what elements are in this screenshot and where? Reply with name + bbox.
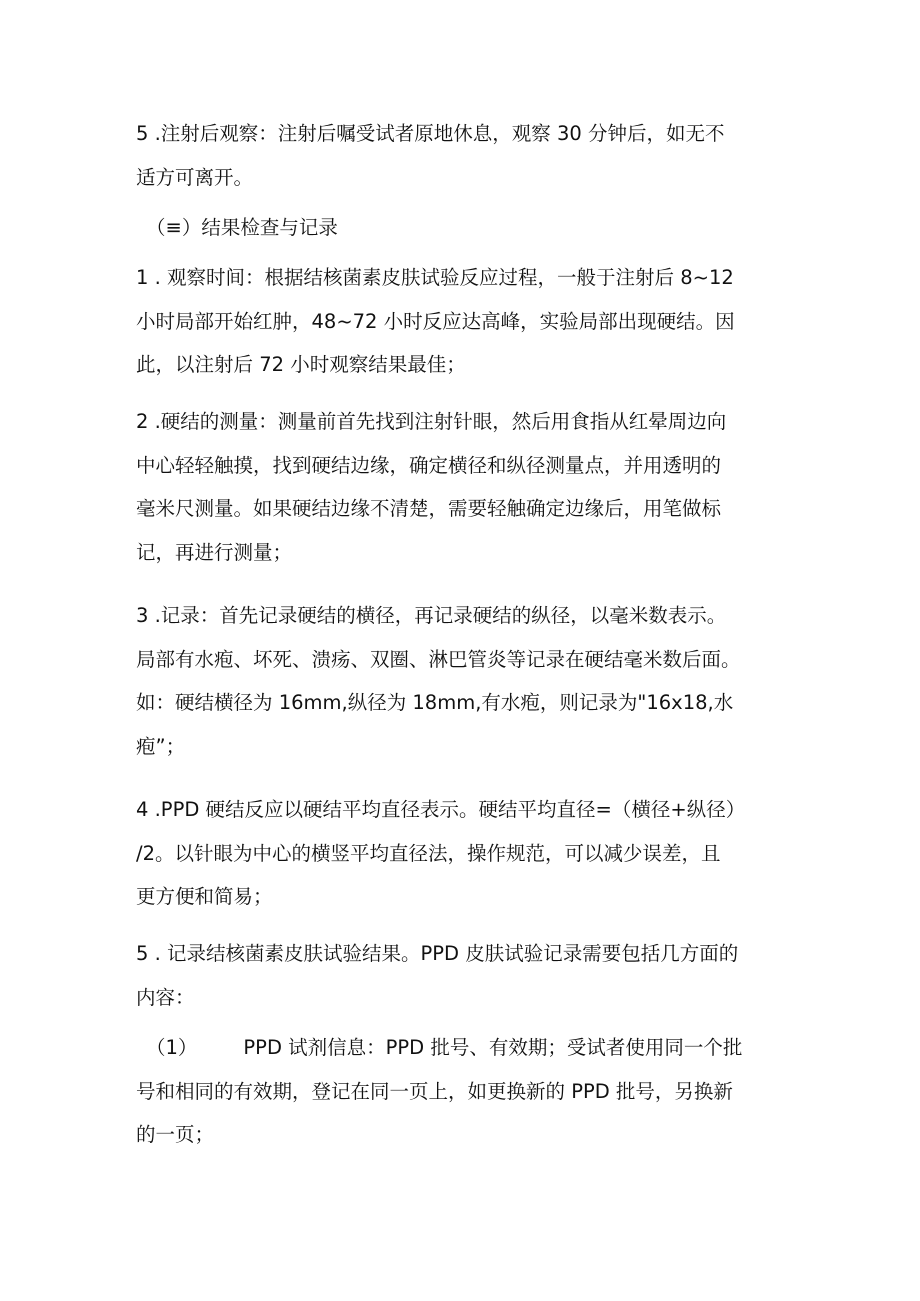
paragraph-recording [136, 594, 804, 768]
section-heading-result-check [146, 206, 814, 250]
text-line: 2 .硬结的测量：测量前首先找到注射针眼，然后用食指从红晕周边向 [136, 410, 727, 433]
paragraph-observation-time [136, 256, 804, 387]
text-line: 毫米尺测量。如果硬结边缘不清楚，需要轻触确定边缘后，用笔做标 [136, 497, 722, 521]
text-line: 疱”； [136, 734, 186, 758]
text-line: 此，以注射后 72 小时观察结果最佳； [136, 353, 466, 377]
list-item-text: PPD 试剂信息：PPD 批号、有效期；受试者使用同一个批 [243, 1036, 743, 1059]
text-line: 小时局部开始红肿，48~72 小时反应达高峰，实验局部出现硬结。因 [136, 309, 735, 333]
text-line: 号和相同的有效期，登记在同一页上，如更换新的 PPD 批号，另换新 [136, 1079, 733, 1103]
text-line: 中心轻轻触摸，找到硬结边缘，确定横径和纵径测量点，并用透明的 [136, 453, 722, 477]
text-line: 如：硬结横径为 16mm,纵径为 18mm,有水疱，则记录为"16x18,水 [136, 691, 734, 715]
text-line: 记，再进行测量； [136, 540, 293, 564]
text-line: 局部有水疱、坏死、溃疡、双圈、淋巴管炎等记录在硬结毫米数后面。 [136, 647, 741, 671]
paragraph-ppd-mean-diameter [136, 788, 804, 919]
paragraph-record-results [136, 932, 804, 1019]
text-line: 5 .注射后观察：注射后嘱受试者原地休息，观察 30 分钟后，如无不 [136, 122, 725, 145]
paragraph-post-injection-observation [136, 112, 804, 199]
text-line: 5 . 记录结核菌素皮肤试验结果。PPD 皮肤试验记录需要包括几方面的 [136, 942, 739, 965]
text-line: 1 . 观察时间：根据结核菌素皮肤试验反应过程，一般于注射后 8~12 [136, 266, 734, 289]
text-line: 3 .记录：首先记录硬结的横径，再记录硬结的纵径，以毫米数表示。 [136, 604, 727, 627]
text-line: 适方可离开。 [136, 165, 254, 189]
text-line: 更方便和简易； [136, 885, 273, 909]
text-line: 内容： [136, 985, 195, 1009]
text-line: 4 .PPD 硬结反应以硬结平均直径表示。硬结平均直径=（横径+纵径） [136, 798, 746, 821]
paragraph-induration-measurement [136, 400, 804, 574]
text-line: /2。以针眼为中心的横竖平均直径法，操作规范，可以减少误差，且 [136, 841, 721, 865]
text-line: 的一页； [136, 1123, 215, 1147]
heading-text: （≡）结果检查与记录 [146, 216, 338, 239]
paragraph-ppd-reagent-info [136, 1026, 804, 1157]
text-line [136, 1026, 804, 1070]
list-marker: （1） [146, 1036, 198, 1059]
